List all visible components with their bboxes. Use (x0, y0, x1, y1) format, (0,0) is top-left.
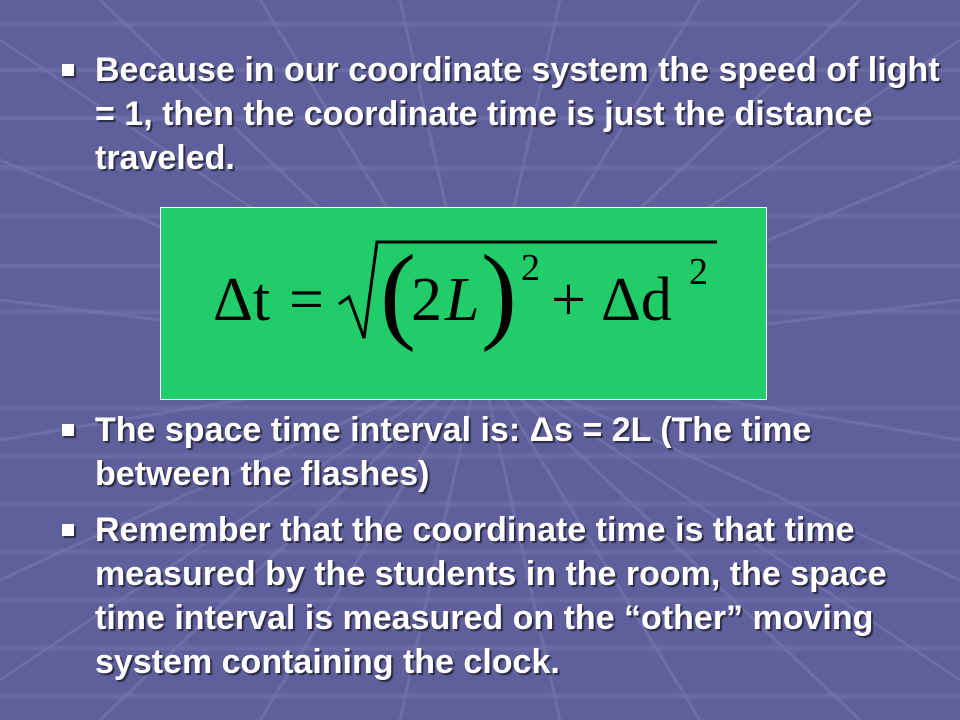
square-bullet-icon (62, 524, 74, 536)
bullet-text: Remember that the coordinate time is that time measured by the students in the room, the space time interval is measured on the “other” moving system containing the clock. (95, 511, 887, 681)
bullet-space-time-interval (62, 408, 942, 496)
formula-equation (161, 208, 768, 401)
formula-lhs: Δt (213, 266, 271, 334)
formula-plus: + (551, 266, 586, 334)
formula-equals: = (289, 266, 324, 334)
formula-exponent-2: 2 (689, 251, 708, 293)
formula-two: 2 (411, 266, 442, 334)
bullet-speed-of-light (62, 48, 942, 180)
square-bullet-icon (62, 64, 74, 76)
formula-L: L (445, 266, 480, 334)
formula-exponent-1: 2 (521, 247, 540, 289)
formula-box (160, 207, 767, 400)
bullet-coordinate-time (62, 508, 942, 684)
formula-delta-d: Δd (601, 266, 672, 334)
formula-paren-open: ( (380, 234, 416, 353)
bullet-text: Because in our coordinate system the speed of light = 1, then the coordinate time is just the distance traveled. (95, 51, 940, 177)
formula-paren-close: ) (481, 234, 517, 353)
bullet-text: The space time interval is: Δs = 2L (The time between the flashes) (95, 411, 812, 493)
square-bullet-icon (62, 424, 74, 436)
